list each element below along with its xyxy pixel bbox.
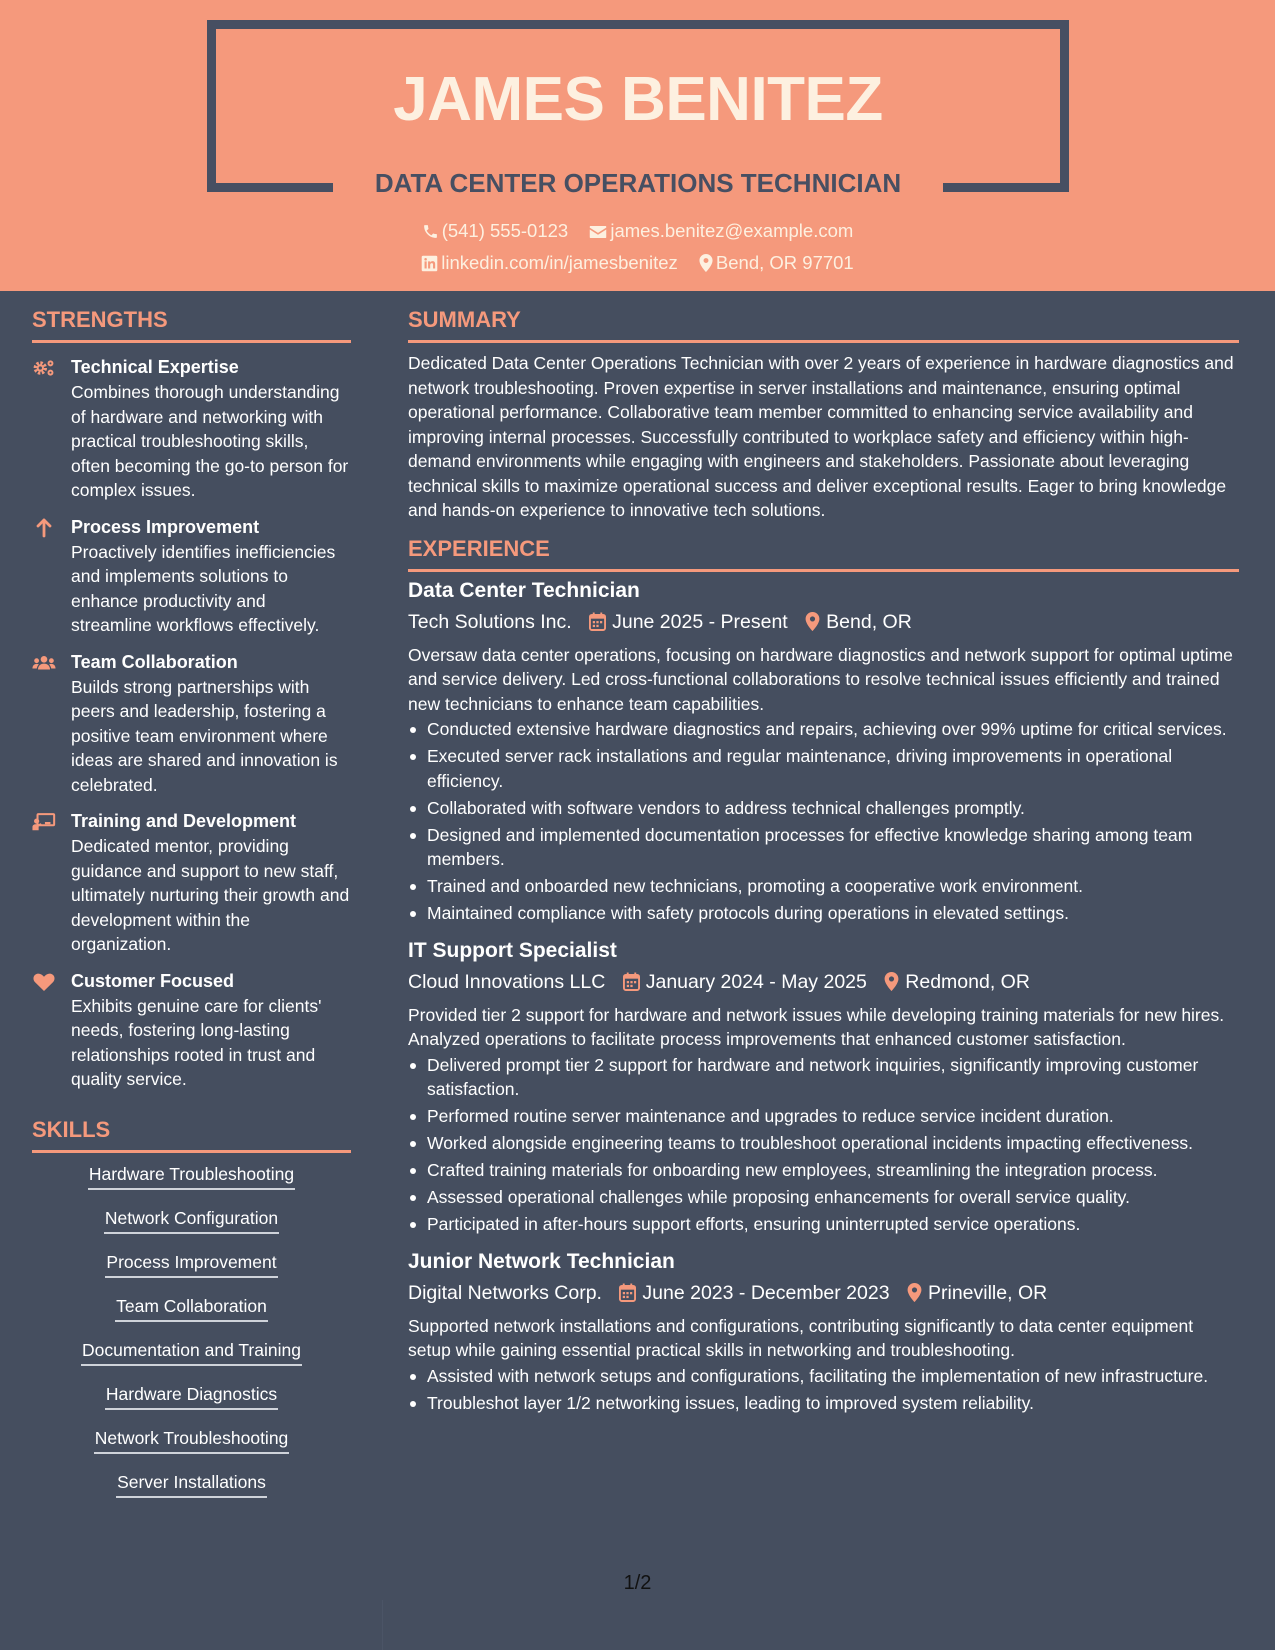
contact-row-1 xyxy=(0,220,1275,242)
job-bullet: Assisted with network setups and configurations, facilitating the implementation of new infrastructure. xyxy=(408,1364,1239,1389)
job-company: Digital Networks Corp. xyxy=(408,1281,602,1304)
calendar-icon xyxy=(589,612,606,631)
strength-item xyxy=(32,650,351,798)
strength-item xyxy=(32,355,351,503)
page-number: 1/2 xyxy=(623,1572,652,1594)
experience-heading: EXPERIENCE xyxy=(408,535,550,561)
strength-title: Process Improvement xyxy=(71,516,260,537)
contact-email[interactable] xyxy=(589,220,853,242)
skill-label: Documentation and Training xyxy=(81,1339,302,1366)
job-bullet: Assessed operational challenges while proposing enhancements for overall service quality. xyxy=(408,1185,1239,1210)
job-bullet: Participated in after-hours support efforts, ensuring uninterrupted service operations. xyxy=(408,1212,1239,1237)
contact-row-2 xyxy=(0,252,1275,274)
main-content xyxy=(408,302,1239,1418)
skill-item xyxy=(32,1383,351,1410)
linkedin-icon xyxy=(421,255,438,272)
calendar-icon xyxy=(623,972,640,991)
strengths-heading: STRENGTHS xyxy=(32,307,168,332)
job-title: Data Center Technician xyxy=(408,578,640,602)
job-bullet: Crafted training materials for onboarding new employees, streamlining the integration process. xyxy=(408,1158,1239,1183)
job-meta xyxy=(408,967,1239,997)
map-marker-icon xyxy=(907,1283,922,1302)
skill-label: Process Improvement xyxy=(105,1251,277,1278)
job-bullets xyxy=(408,717,1239,926)
map-marker-icon xyxy=(884,972,899,991)
strength-item xyxy=(32,969,351,1092)
skill-item xyxy=(32,1339,351,1366)
email-text: james.benitez@example.com xyxy=(610,220,854,241)
job-bullet: Maintained compliance with safety protocols during operations in elevated settings. xyxy=(408,901,1239,926)
job-location: Bend, OR xyxy=(826,610,912,633)
skill-item xyxy=(32,1207,351,1234)
calendar-icon xyxy=(619,1283,636,1302)
header-frame-left xyxy=(207,20,216,192)
phone-icon xyxy=(422,223,439,240)
skill-label: Hardware Diagnostics xyxy=(105,1383,278,1410)
job-location: Prineville, OR xyxy=(928,1281,1048,1304)
job-title: Junior Network Technician xyxy=(408,1249,675,1273)
strength-desc: Combines thorough understanding of hardware and networking with practical troubleshooting skills, often becoming the go-to person for complex issues. xyxy=(71,382,349,500)
strength-title: Training and Development xyxy=(71,811,297,831)
skill-label: Hardware Troubleshooting xyxy=(88,1163,295,1190)
summary-text: Dedicated Data Center Operations Technician with over 2 years of experience in hardware diagnostics and network troubleshooting. Proven expertise in server installations and maintenance, ensuring optimal operational performance. Collaborative team member committed to enhancing service availability and improving internal processes. Successfully contributed to workplace safety and efficiency within high-demand environments while engaging with engineers and stakeholders. Passionate about leveraging technical skills to maximize operational success and deliver exceptional results. Eager to bring knowledge and hands-on experience to innovative tech solutions. xyxy=(408,353,1234,520)
skill-label: Network Configuration xyxy=(104,1207,279,1234)
job-description: Provided tier 2 support for hardware and network issues while developing training materials for new hires. Analyzed operations to facilitate process improvements that enhanced customer satisfaction. xyxy=(408,1004,1225,1049)
skill-item xyxy=(32,1251,351,1278)
strength-item xyxy=(32,809,351,957)
job-dates: January 2024 - May 2025 xyxy=(645,970,867,993)
skill-label: Team Collaboration xyxy=(115,1295,268,1322)
contact-phone[interactable] xyxy=(422,220,569,242)
job-title: IT Support Specialist xyxy=(408,938,617,962)
job-bullet: Trained and onboarded new technicians, promoting a cooperative work environment. xyxy=(408,874,1239,899)
heart-icon xyxy=(32,972,56,992)
skills-rule xyxy=(32,1150,351,1153)
job-bullet: Conducted extensive hardware diagnostics and repairs, achieving over 99% uptime for critical services. xyxy=(408,717,1239,742)
skill-item xyxy=(32,1295,351,1322)
job-bullet: Performed routine server maintenance and upgrades to reduce service incident duration. xyxy=(408,1104,1239,1129)
job-description: Oversaw data center operations, focusing on hardware diagnostics and network support for optimal uptime and service delivery. Led cross-functional collaborations to resolve technical issues efficiently and trained new technicians to enhance team capabilities. xyxy=(408,644,1233,714)
job-bullet: Delivered prompt tier 2 support for hardware and network inquiries, significantly improving customer satisfaction. xyxy=(408,1053,1239,1102)
job-bullet: Designed and implemented documentation processes for effective knowledge sharing among team members. xyxy=(408,823,1239,872)
contact-linkedin[interactable] xyxy=(421,252,678,274)
summary-rule xyxy=(408,340,1239,343)
candidate-name: JAMES BENITEZ xyxy=(393,65,883,134)
column-divider xyxy=(382,1600,383,1650)
resume-header xyxy=(0,0,1275,291)
strength-title: Team Collaboration xyxy=(71,651,238,672)
skill-label: Network Troubleshooting xyxy=(94,1427,290,1454)
gears-icon xyxy=(32,358,56,378)
skill-label: Server Installations xyxy=(116,1471,267,1498)
strength-title: Technical Expertise xyxy=(71,357,239,377)
job-dates: June 2025 - Present xyxy=(612,610,788,633)
strengths-rule xyxy=(32,340,351,343)
job-company: Tech Solutions Inc. xyxy=(408,610,572,633)
job-bullet: Collaborated with software vendors to address technical challenges promptly. xyxy=(408,796,1239,821)
job-location: Redmond, OR xyxy=(905,970,1030,993)
strength-item xyxy=(32,515,351,638)
envelope-icon xyxy=(589,224,607,240)
skill-item xyxy=(32,1163,351,1190)
job-entry xyxy=(408,1247,1239,1416)
map-marker-icon xyxy=(805,612,820,631)
job-description: Supported network installations and configurations, contributing significantly to data center equipment setup while gaining essential practical skills in networking and troubleshooting. xyxy=(408,1315,1194,1360)
skill-item xyxy=(32,1427,351,1454)
job-bullet: Worked alongside engineering teams to troubleshoot operational incidents impacting effectiveness. xyxy=(408,1131,1239,1156)
phone-text: (541) 555-0123 xyxy=(441,220,569,241)
job-bullets xyxy=(408,1364,1239,1416)
strength-desc: Dedicated mentor, providing guidance and support to new staff, ultimately nurturing their growth and development within the organization. xyxy=(71,836,350,954)
linkedin-text: linkedin.com/in/jamesbenitez xyxy=(441,252,678,273)
arrow-up-icon xyxy=(32,518,56,538)
users-icon xyxy=(32,653,56,673)
skills-list xyxy=(32,1163,351,1498)
summary-heading: SUMMARY xyxy=(408,307,521,332)
job-meta xyxy=(408,1278,1239,1308)
job-bullets xyxy=(408,1053,1239,1237)
job-meta xyxy=(408,607,1239,637)
strength-desc: Builds strong partnerships with peers and leadership, fostering a positive team environment where ideas are shared and innovation is celebrated. xyxy=(71,676,338,795)
sidebar xyxy=(32,302,351,1515)
map-marker-icon xyxy=(699,254,713,272)
contact-location xyxy=(699,252,854,274)
job-entry xyxy=(408,576,1239,926)
job-dates: June 2023 - December 2023 xyxy=(642,1281,890,1304)
job-bullet: Executed server rack installations and regular maintenance, driving improvements in operational efficiency. xyxy=(408,744,1239,793)
location-text: Bend, OR 97701 xyxy=(715,252,854,273)
job-company: Cloud Innovations LLC xyxy=(408,970,606,993)
chalkboard-teacher-icon xyxy=(32,812,56,832)
experience-rule xyxy=(408,569,1239,572)
strength-title: Customer Focused xyxy=(71,970,235,991)
header-frame-right xyxy=(1060,20,1069,192)
strength-desc: Proactively identifies inefficiencies and implements solutions to enhance productivity and streamline workflows effectively. xyxy=(71,541,336,635)
candidate-title: DATA CENTER OPERATIONS TECHNICIAN xyxy=(374,168,902,198)
header-frame-top xyxy=(207,20,1069,29)
skill-item xyxy=(32,1471,351,1498)
strength-desc: Exhibits genuine care for clients' needs, fostering long-lasting relationships rooted in trust and quality service. xyxy=(71,995,322,1089)
job-bullet: Troubleshot layer 1/2 networking issues, leading to improved system reliability. xyxy=(408,1391,1239,1416)
job-entry xyxy=(408,936,1239,1237)
skills-heading: SKILLS xyxy=(32,1116,111,1142)
